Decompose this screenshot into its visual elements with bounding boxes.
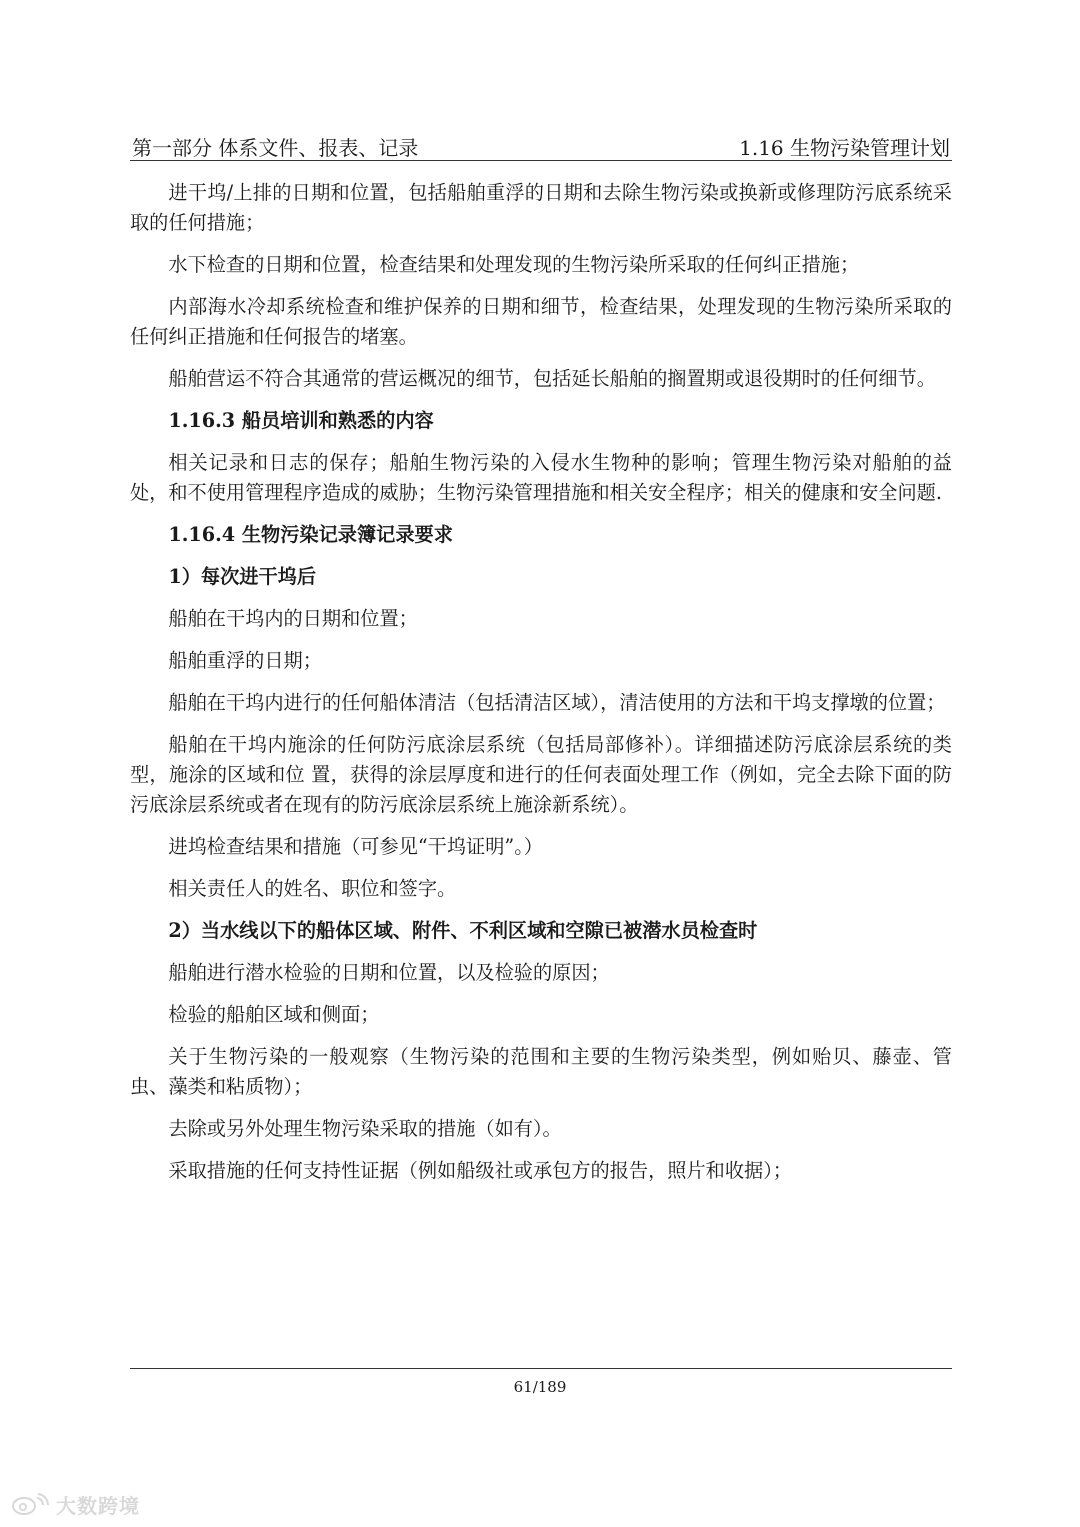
paragraph-training-content: 相关记录和日志的保存；船舶生物污染的入侵水生物种的影响；管理生物污染对船舶的益处，和不使用管理程序造成的威胁；生物污染管理措施和相关安全程序；相关的健康和安全问题. [130,451,952,504]
section-heading-crew-training: 1.16.3 船员培训和熟悉的内容 [168,409,434,432]
header-rule [130,160,952,161]
page-header [130,130,952,162]
paragraph-general-observation: 关于生物污染的一般观察（生物污染的范围和主要的生物污染类型，例如贻贝、藤壶、管虫、藻类和粘质物）； [130,1045,952,1098]
footer-rule [130,1368,952,1369]
header-part-title: 第一部分 体系文件、报表、记录 [132,136,419,160]
paragraph-refloat-date: 船舶重浮的日期； [168,649,322,672]
paragraph-diving-survey: 船舶进行潜水检验的日期和位置，以及检验的原因； [168,961,610,984]
paragraph-removal-measures: 去除或另外处理生物污染采取的措施（如有）。 [168,1117,562,1140]
watermark [10,1491,140,1517]
paragraph-operating-profile: 船舶营运不符合其通常的营运概况的细节，包括延长船舶的搁置期或退役期时的任何细节。 [168,367,936,390]
paragraph-hull-cleaning: 船舶在干坞内进行的任何船体清洁（包括清洁区域），清洁使用的方法和干坞支撑墩的位置； [168,691,946,714]
subheading-after-drydock: 1）每次进干坞后 [168,565,317,588]
header-section-title: 1.16 生物污染管理计划 [739,136,950,160]
section-heading-record-book: 1.16.4 生物污染记录簿记录要求 [168,523,453,546]
paragraph-underwater-inspection: 水下检查的日期和位置，检查结果和处理发现的生物污染所采取的任何纠正措施； [168,253,860,276]
paragraph-responsible-person: 相关责任人的姓名、职位和签字。 [168,877,457,900]
paragraph-drydock-record: 进干坞/上排的日期和位置，包括船舶重浮的日期和去除生物污染或换新或修理防污底系统采取的任何措施； [130,181,952,234]
paragraph-supporting-evidence: 采取措施的任何支持性证据（例如船级社或承包方的报告，照片和收据）； [168,1159,792,1182]
paragraph-inspected-areas: 检验的船舶区域和侧面； [168,1003,380,1026]
weibo-logo-icon [10,1492,50,1516]
subheading-diver-inspection: 2）当水线以下的船体区域、附件、不利区域和空隙已被潜水员检查时 [168,919,758,942]
paragraph-antifouling-coating: 船舶在干坞内施涂的任何防污底涂层系统（包括局部修补）。详细描述防污底涂层系统的类型，施涂的区域和位 置，获得的涂层厚度和进行的任何表面处理工作（例如，完全去除下面的防污底涂层系统或者在现有的防污底涂层系统上施涂新系统）。 [130,733,952,816]
paragraph-docking-inspection: 进坞检查结果和措施（可参见“干坞证明”。） [168,835,543,858]
paragraph-drydock-date-location: 船舶在干坞内的日期和位置； [168,607,418,630]
watermark-text: 大数跨境 [56,1493,140,1518]
page-number: 61/189 [513,1378,567,1396]
page-body [130,178,952,1198]
paragraph-seawater-cooling: 内部海水冷却系统检查和维护保养的日期和细节，检查结果，处理发现的生物污染所采取的任何纠正措施和任何报告的堵塞。 [130,295,952,348]
